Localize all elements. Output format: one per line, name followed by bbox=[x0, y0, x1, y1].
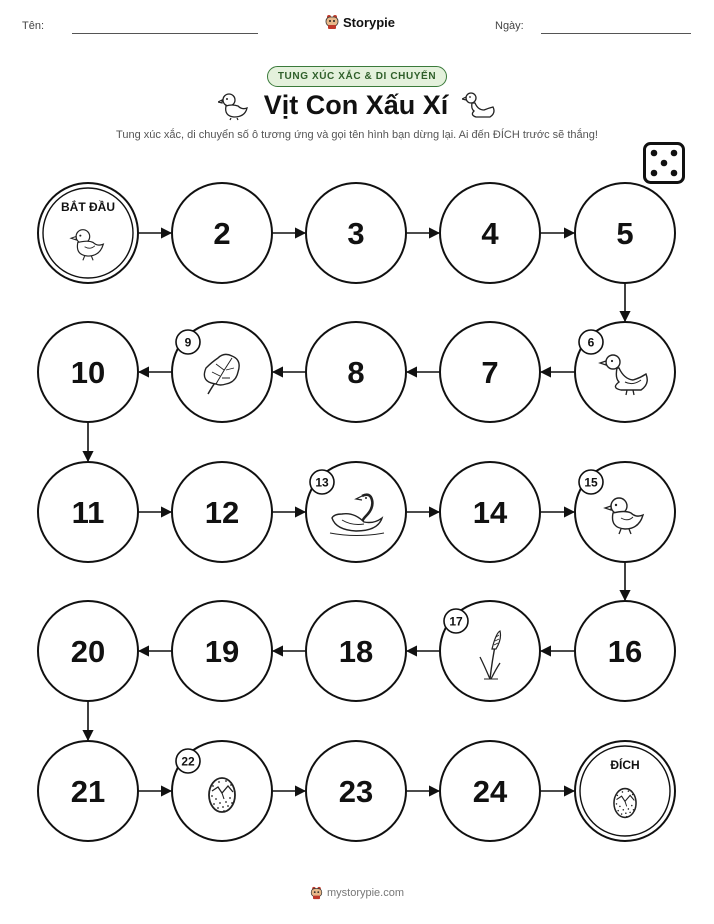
board-space-10[interactable] bbox=[38, 322, 138, 422]
space-number: 6 bbox=[587, 335, 595, 350]
space-number: 23 bbox=[338, 774, 374, 809]
board-space-18[interactable] bbox=[306, 601, 406, 701]
board-space-12[interactable] bbox=[172, 462, 272, 562]
space-number: 11 bbox=[71, 495, 105, 530]
board-space-21[interactable] bbox=[38, 741, 138, 841]
board-space-23[interactable] bbox=[306, 741, 406, 841]
egg-icon bbox=[614, 789, 636, 818]
space-number: 17 bbox=[449, 614, 463, 629]
board-space-3[interactable] bbox=[306, 183, 406, 283]
space-number: 7 bbox=[481, 355, 499, 390]
board-space-20[interactable] bbox=[38, 601, 138, 701]
board-space-13[interactable] bbox=[306, 462, 406, 562]
board-space-22[interactable] bbox=[172, 741, 272, 841]
start-label: BẮT ĐẦU bbox=[61, 200, 115, 214]
mascot-icon bbox=[310, 886, 323, 900]
space-number: 19 bbox=[204, 634, 240, 669]
board-space-11[interactable] bbox=[38, 462, 138, 562]
space-number: 2 bbox=[213, 216, 231, 251]
space-number: 4 bbox=[481, 216, 499, 251]
space-number: 20 bbox=[70, 634, 106, 669]
board-space-16[interactable] bbox=[575, 601, 675, 701]
board-space-4[interactable] bbox=[440, 183, 540, 283]
space-number: 16 bbox=[607, 634, 643, 669]
space-number: 9 bbox=[184, 335, 192, 350]
board-space-5[interactable] bbox=[575, 183, 675, 283]
space-number: 14 bbox=[472, 495, 508, 530]
instructions: Tung xúc xắc, di chuyển số ô tương ứng và gọi tên hình bạn dừng lại. Ai đến ĐÍCH trước sẽ thắng! bbox=[116, 129, 598, 141]
finish-label: ĐÍCH bbox=[610, 758, 640, 772]
page-title: Vịt Con Xấu Xí bbox=[263, 90, 449, 120]
space-number: 3 bbox=[347, 216, 365, 251]
space-number: 18 bbox=[338, 634, 374, 669]
board-space-17[interactable] bbox=[440, 601, 540, 701]
game-tag: TUNG XÚC XẮC & DI CHUYỂN bbox=[267, 66, 447, 87]
space-number: 13 bbox=[315, 475, 329, 490]
space-number: 24 bbox=[472, 774, 508, 809]
space-number: 10 bbox=[70, 355, 106, 390]
egg-icon bbox=[209, 778, 235, 812]
board-space-7[interactable] bbox=[440, 322, 540, 422]
space-number: 12 bbox=[204, 495, 240, 530]
board-space-6[interactable] bbox=[575, 322, 675, 422]
board-space-14[interactable] bbox=[440, 462, 540, 562]
board-space-9[interactable] bbox=[172, 322, 272, 422]
board-space-2[interactable] bbox=[172, 183, 272, 283]
space-number: 22 bbox=[181, 754, 195, 769]
space-number: 21 bbox=[70, 774, 106, 809]
space-number: 15 bbox=[584, 475, 598, 490]
footer-site: mystorypie.com bbox=[326, 887, 405, 899]
name-label: Tên: bbox=[22, 20, 45, 32]
space-number: 5 bbox=[616, 216, 634, 251]
board-space-15[interactable] bbox=[575, 462, 675, 562]
brand-name: Storypie bbox=[343, 14, 396, 30]
board-space-1[interactable] bbox=[38, 183, 138, 283]
footer-brand bbox=[310, 886, 404, 900]
board-space-24[interactable] bbox=[440, 741, 540, 841]
space-number: 8 bbox=[347, 355, 365, 390]
board-space-8[interactable] bbox=[306, 322, 406, 422]
board-space-25[interactable] bbox=[575, 741, 675, 841]
board-space-19[interactable] bbox=[172, 601, 272, 701]
date-label: Ngày: bbox=[495, 20, 524, 32]
